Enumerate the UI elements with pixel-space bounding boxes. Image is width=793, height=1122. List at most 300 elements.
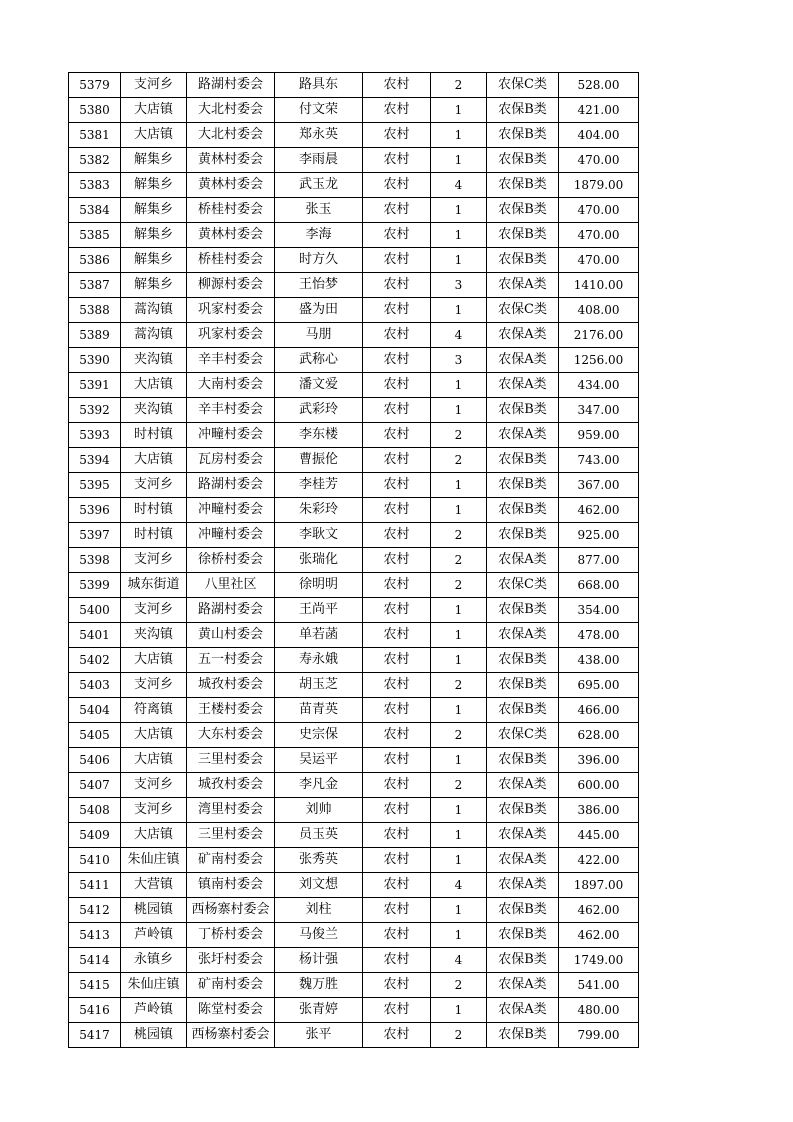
insurance-category-cell: 农保B类: [487, 898, 559, 923]
insurance-category-cell: 农保A类: [487, 348, 559, 373]
person-name-cell: 曹振伦: [275, 448, 363, 473]
table-row: [69, 498, 639, 523]
amount-cell: 347.00: [559, 398, 639, 423]
table-row: [69, 373, 639, 398]
record-number-cell: 5399: [69, 573, 121, 598]
township-cell: 大营镇: [121, 873, 187, 898]
amount-cell: 462.00: [559, 498, 639, 523]
table-row: [69, 348, 639, 373]
village-committee-cell: 王楼村委会: [187, 698, 275, 723]
area-type-cell: 农村: [363, 423, 431, 448]
area-type-cell: 农村: [363, 173, 431, 198]
person-name-cell: 刘柱: [275, 898, 363, 923]
area-type-cell: 农村: [363, 198, 431, 223]
township-cell: 符离镇: [121, 698, 187, 723]
record-number-cell: 5389: [69, 323, 121, 348]
insurance-category-cell: 农保A类: [487, 548, 559, 573]
township-cell: 大店镇: [121, 823, 187, 848]
household-count-cell: 1: [431, 848, 487, 873]
table-row: [69, 723, 639, 748]
record-number-cell: 5391: [69, 373, 121, 398]
area-type-cell: 农村: [363, 873, 431, 898]
record-number-cell: 5403: [69, 673, 121, 698]
village-committee-cell: 城孜村委会: [187, 773, 275, 798]
area-type-cell: 农村: [363, 698, 431, 723]
amount-cell: 445.00: [559, 823, 639, 848]
village-committee-cell: 三里村委会: [187, 823, 275, 848]
person-name-cell: 王尚平: [275, 598, 363, 623]
amount-cell: 480.00: [559, 998, 639, 1023]
insurance-category-cell: 农保A类: [487, 623, 559, 648]
village-committee-cell: 黄林村委会: [187, 223, 275, 248]
amount-cell: 354.00: [559, 598, 639, 623]
person-name-cell: 李海: [275, 223, 363, 248]
amount-cell: 1897.00: [559, 873, 639, 898]
amount-cell: 470.00: [559, 248, 639, 273]
person-name-cell: 路具东: [275, 73, 363, 98]
record-number-cell: 5402: [69, 648, 121, 673]
household-count-cell: 1: [431, 373, 487, 398]
household-count-cell: 1: [431, 398, 487, 423]
table-row: [69, 748, 639, 773]
record-number-cell: 5385: [69, 223, 121, 248]
area-type-cell: 农村: [363, 98, 431, 123]
record-number-cell: 5401: [69, 623, 121, 648]
insurance-category-cell: 农保B类: [487, 173, 559, 198]
record-number-cell: 5395: [69, 473, 121, 498]
amount-cell: 462.00: [559, 898, 639, 923]
township-cell: 大店镇: [121, 448, 187, 473]
village-committee-cell: 大北村委会: [187, 98, 275, 123]
table-row: [69, 523, 639, 548]
person-name-cell: 张秀英: [275, 848, 363, 873]
household-count-cell: 2: [431, 423, 487, 448]
household-count-cell: 1: [431, 223, 487, 248]
township-cell: 支河乡: [121, 798, 187, 823]
household-count-cell: 1: [431, 473, 487, 498]
household-count-cell: 2: [431, 573, 487, 598]
table-row: [69, 698, 639, 723]
household-count-cell: 2: [431, 448, 487, 473]
insurance-category-cell: 农保C类: [487, 723, 559, 748]
amount-cell: 925.00: [559, 523, 639, 548]
household-count-cell: 4: [431, 948, 487, 973]
township-cell: 大店镇: [121, 723, 187, 748]
village-committee-cell: 瓦房村委会: [187, 448, 275, 473]
area-type-cell: 农村: [363, 723, 431, 748]
record-number-cell: 5413: [69, 923, 121, 948]
area-type-cell: 农村: [363, 273, 431, 298]
township-cell: 支河乡: [121, 548, 187, 573]
insurance-category-cell: 农保A类: [487, 323, 559, 348]
area-type-cell: 农村: [363, 573, 431, 598]
table-row: [69, 148, 639, 173]
record-number-cell: 5411: [69, 873, 121, 898]
village-committee-cell: 湾里村委会: [187, 798, 275, 823]
person-name-cell: 张玉: [275, 198, 363, 223]
village-committee-cell: 辛丰村委会: [187, 348, 275, 373]
area-type-cell: 农村: [363, 123, 431, 148]
household-count-cell: 1: [431, 198, 487, 223]
person-name-cell: 时方久: [275, 248, 363, 273]
table-row: [69, 1023, 639, 1048]
table-row: [69, 648, 639, 673]
household-count-cell: 2: [431, 973, 487, 998]
area-type-cell: 农村: [363, 848, 431, 873]
village-committee-cell: 陈堂村委会: [187, 998, 275, 1023]
insurance-category-cell: 农保B类: [487, 523, 559, 548]
township-cell: 永镇乡: [121, 948, 187, 973]
table-row: [69, 448, 639, 473]
record-number-cell: 5390: [69, 348, 121, 373]
area-type-cell: 农村: [363, 548, 431, 573]
table-row: [69, 398, 639, 423]
insurance-category-cell: 农保B类: [487, 98, 559, 123]
amount-cell: 1256.00: [559, 348, 639, 373]
amount-cell: 1749.00: [559, 948, 639, 973]
township-cell: 支河乡: [121, 473, 187, 498]
household-count-cell: 1: [431, 798, 487, 823]
village-committee-cell: 黄山村委会: [187, 623, 275, 648]
amount-cell: 1879.00: [559, 173, 639, 198]
household-count-cell: 1: [431, 898, 487, 923]
village-committee-cell: 西杨寨村委会: [187, 898, 275, 923]
area-type-cell: 农村: [363, 473, 431, 498]
township-cell: 解集乡: [121, 273, 187, 298]
insurance-category-cell: 农保B类: [487, 248, 559, 273]
person-name-cell: 史宗保: [275, 723, 363, 748]
township-cell: 大店镇: [121, 373, 187, 398]
table-row: [69, 73, 639, 98]
person-name-cell: 刘文想: [275, 873, 363, 898]
township-cell: 时村镇: [121, 423, 187, 448]
record-number-cell: 5384: [69, 198, 121, 223]
insurance-category-cell: 农保C类: [487, 573, 559, 598]
table-row: [69, 423, 639, 448]
table-row: [69, 123, 639, 148]
record-number-cell: 5386: [69, 248, 121, 273]
insurance-category-cell: 农保B类: [487, 148, 559, 173]
insurance-category-cell: 农保B类: [487, 648, 559, 673]
amount-cell: 367.00: [559, 473, 639, 498]
township-cell: 夹沟镇: [121, 398, 187, 423]
township-cell: 朱仙庄镇: [121, 848, 187, 873]
area-type-cell: 农村: [363, 348, 431, 373]
amount-cell: 434.00: [559, 373, 639, 398]
person-name-cell: 李凡金: [275, 773, 363, 798]
household-count-cell: 1: [431, 923, 487, 948]
area-type-cell: 农村: [363, 448, 431, 473]
insurance-category-cell: 农保A类: [487, 998, 559, 1023]
record-number-cell: 5404: [69, 698, 121, 723]
person-name-cell: 盛为田: [275, 298, 363, 323]
table-row: [69, 823, 639, 848]
household-count-cell: 1: [431, 248, 487, 273]
insurance-category-cell: 农保B类: [487, 398, 559, 423]
record-number-cell: 5417: [69, 1023, 121, 1048]
area-type-cell: 农村: [363, 973, 431, 998]
person-name-cell: 武彩玲: [275, 398, 363, 423]
record-number-cell: 5407: [69, 773, 121, 798]
village-committee-cell: 城孜村委会: [187, 673, 275, 698]
record-number-cell: 5409: [69, 823, 121, 848]
amount-cell: 528.00: [559, 73, 639, 98]
village-committee-cell: 西杨寨村委会: [187, 1023, 275, 1048]
township-cell: 芦岭镇: [121, 998, 187, 1023]
insurance-category-cell: 农保A类: [487, 273, 559, 298]
amount-cell: 600.00: [559, 773, 639, 798]
township-cell: 蒿沟镇: [121, 323, 187, 348]
household-count-cell: 2: [431, 673, 487, 698]
township-cell: 大店镇: [121, 748, 187, 773]
table-row: [69, 173, 639, 198]
person-name-cell: 马朋: [275, 323, 363, 348]
village-committee-cell: 三里村委会: [187, 748, 275, 773]
amount-cell: 438.00: [559, 648, 639, 673]
person-name-cell: 徐明明: [275, 573, 363, 598]
village-committee-cell: 冲疃村委会: [187, 423, 275, 448]
township-cell: 大店镇: [121, 123, 187, 148]
person-name-cell: 武称心: [275, 348, 363, 373]
insurance-category-cell: 农保B类: [487, 923, 559, 948]
insurance-category-cell: 农保B类: [487, 748, 559, 773]
insurance-category-cell: 农保A类: [487, 873, 559, 898]
amount-cell: 422.00: [559, 848, 639, 873]
household-count-cell: 1: [431, 123, 487, 148]
amount-cell: 877.00: [559, 548, 639, 573]
insurance-category-cell: 农保A类: [487, 848, 559, 873]
table-row: [69, 98, 639, 123]
village-committee-cell: 大南村委会: [187, 373, 275, 398]
person-name-cell: 吴运平: [275, 748, 363, 773]
person-name-cell: 李雨晨: [275, 148, 363, 173]
insurance-category-cell: 农保B类: [487, 498, 559, 523]
household-count-cell: 2: [431, 548, 487, 573]
person-name-cell: 单若菡: [275, 623, 363, 648]
record-number-cell: 5379: [69, 73, 121, 98]
area-type-cell: 农村: [363, 323, 431, 348]
person-name-cell: 李东楼: [275, 423, 363, 448]
person-name-cell: 杨计强: [275, 948, 363, 973]
insurance-category-cell: 农保B类: [487, 473, 559, 498]
amount-cell: 466.00: [559, 698, 639, 723]
insurance-category-cell: 农保A类: [487, 423, 559, 448]
township-cell: 解集乡: [121, 173, 187, 198]
person-name-cell: 魏万胜: [275, 973, 363, 998]
area-type-cell: 农村: [363, 748, 431, 773]
township-cell: 解集乡: [121, 198, 187, 223]
village-committee-cell: 矿南村委会: [187, 848, 275, 873]
table-row: [69, 573, 639, 598]
record-number-cell: 5412: [69, 898, 121, 923]
person-name-cell: 员玉英: [275, 823, 363, 848]
household-count-cell: 2: [431, 73, 487, 98]
township-cell: 桃园镇: [121, 1023, 187, 1048]
township-cell: 解集乡: [121, 148, 187, 173]
household-count-cell: 3: [431, 348, 487, 373]
township-cell: 支河乡: [121, 73, 187, 98]
record-number-cell: 5387: [69, 273, 121, 298]
insurance-category-cell: 农保A类: [487, 773, 559, 798]
person-name-cell: 张青婷: [275, 998, 363, 1023]
township-cell: 解集乡: [121, 248, 187, 273]
household-count-cell: 2: [431, 773, 487, 798]
township-cell: 芦岭镇: [121, 923, 187, 948]
insurance-category-cell: 农保B类: [487, 1023, 559, 1048]
household-count-cell: 3: [431, 273, 487, 298]
person-name-cell: 郑永英: [275, 123, 363, 148]
insurance-category-cell: 农保B类: [487, 598, 559, 623]
area-type-cell: 农村: [363, 998, 431, 1023]
village-committee-cell: 八里社区: [187, 573, 275, 598]
village-committee-cell: 矿南村委会: [187, 973, 275, 998]
record-number-cell: 5410: [69, 848, 121, 873]
township-cell: 支河乡: [121, 673, 187, 698]
amount-cell: 799.00: [559, 1023, 639, 1048]
township-cell: 夹沟镇: [121, 348, 187, 373]
record-number-cell: 5397: [69, 523, 121, 548]
household-count-cell: 2: [431, 1023, 487, 1048]
township-cell: 时村镇: [121, 498, 187, 523]
table-row: [69, 223, 639, 248]
table-row: [69, 998, 639, 1023]
amount-cell: 695.00: [559, 673, 639, 698]
table-row: [69, 273, 639, 298]
amount-cell: 541.00: [559, 973, 639, 998]
amount-cell: 628.00: [559, 723, 639, 748]
person-name-cell: 苗青英: [275, 698, 363, 723]
township-cell: 朱仙庄镇: [121, 973, 187, 998]
record-number-cell: 5383: [69, 173, 121, 198]
insurance-category-cell: 农保B类: [487, 448, 559, 473]
person-name-cell: 王怡梦: [275, 273, 363, 298]
household-count-cell: 1: [431, 748, 487, 773]
village-committee-cell: 冲疃村委会: [187, 523, 275, 548]
insurance-category-cell: 农保B类: [487, 698, 559, 723]
table-row: [69, 948, 639, 973]
amount-cell: 668.00: [559, 573, 639, 598]
household-count-cell: 1: [431, 498, 487, 523]
table-row: [69, 773, 639, 798]
person-name-cell: 李耿文: [275, 523, 363, 548]
record-number-cell: 5382: [69, 148, 121, 173]
person-name-cell: 刘帅: [275, 798, 363, 823]
township-cell: 支河乡: [121, 598, 187, 623]
table-row: [69, 323, 639, 348]
village-committee-cell: 黄林村委会: [187, 173, 275, 198]
record-number-cell: 5388: [69, 298, 121, 323]
record-number-cell: 5405: [69, 723, 121, 748]
amount-cell: 408.00: [559, 298, 639, 323]
table-row: [69, 248, 639, 273]
household-count-cell: 1: [431, 148, 487, 173]
township-cell: 大店镇: [121, 648, 187, 673]
record-number-cell: 5393: [69, 423, 121, 448]
area-type-cell: 农村: [363, 773, 431, 798]
record-number-cell: 5380: [69, 98, 121, 123]
insurance-category-cell: 农保B类: [487, 673, 559, 698]
insurance-category-cell: 农保B类: [487, 198, 559, 223]
amount-cell: 470.00: [559, 148, 639, 173]
record-number-cell: 5400: [69, 598, 121, 623]
area-type-cell: 农村: [363, 648, 431, 673]
area-type-cell: 农村: [363, 798, 431, 823]
village-committee-cell: 张圩村委会: [187, 948, 275, 973]
household-count-cell: 2: [431, 523, 487, 548]
village-committee-cell: 桥桂村委会: [187, 248, 275, 273]
table-row: [69, 898, 639, 923]
person-name-cell: 张瑞化: [275, 548, 363, 573]
village-committee-cell: 桥桂村委会: [187, 198, 275, 223]
area-type-cell: 农村: [363, 248, 431, 273]
village-committee-cell: 路湖村委会: [187, 473, 275, 498]
household-count-cell: 4: [431, 873, 487, 898]
table-row: [69, 873, 639, 898]
table-row: [69, 598, 639, 623]
table-row: [69, 298, 639, 323]
township-cell: 支河乡: [121, 773, 187, 798]
area-type-cell: 农村: [363, 73, 431, 98]
insurance-category-cell: 农保A类: [487, 823, 559, 848]
amount-cell: 2176.00: [559, 323, 639, 348]
person-name-cell: 潘文爱: [275, 373, 363, 398]
table-row: [69, 473, 639, 498]
insurance-category-cell: 农保B类: [487, 948, 559, 973]
village-committee-cell: 大东村委会: [187, 723, 275, 748]
village-committee-cell: 冲疃村委会: [187, 498, 275, 523]
amount-cell: 470.00: [559, 223, 639, 248]
village-committee-cell: 柳源村委会: [187, 273, 275, 298]
record-number-cell: 5396: [69, 498, 121, 523]
table-row: [69, 923, 639, 948]
table-body: [69, 73, 639, 1048]
household-count-cell: 1: [431, 998, 487, 1023]
person-name-cell: 张平: [275, 1023, 363, 1048]
amount-cell: 478.00: [559, 623, 639, 648]
insurance-category-cell: 农保B类: [487, 223, 559, 248]
amount-cell: 421.00: [559, 98, 639, 123]
village-committee-cell: 黄林村委会: [187, 148, 275, 173]
amount-cell: 386.00: [559, 798, 639, 823]
records-table: [68, 72, 639, 1048]
person-name-cell: 寿永娥: [275, 648, 363, 673]
area-type-cell: 农村: [363, 823, 431, 848]
person-name-cell: 付文荣: [275, 98, 363, 123]
record-number-cell: 5406: [69, 748, 121, 773]
household-count-cell: 1: [431, 298, 487, 323]
record-number-cell: 5394: [69, 448, 121, 473]
table-row: [69, 198, 639, 223]
township-cell: 解集乡: [121, 223, 187, 248]
village-committee-cell: 路湖村委会: [187, 73, 275, 98]
area-type-cell: 农村: [363, 1023, 431, 1048]
person-name-cell: 马俊兰: [275, 923, 363, 948]
record-number-cell: 5398: [69, 548, 121, 573]
area-type-cell: 农村: [363, 373, 431, 398]
area-type-cell: 农村: [363, 148, 431, 173]
record-number-cell: 5414: [69, 948, 121, 973]
record-number-cell: 5415: [69, 973, 121, 998]
household-count-cell: 1: [431, 698, 487, 723]
amount-cell: 1410.00: [559, 273, 639, 298]
table-row: [69, 673, 639, 698]
record-number-cell: 5408: [69, 798, 121, 823]
amount-cell: 396.00: [559, 748, 639, 773]
insurance-category-cell: 农保C类: [487, 298, 559, 323]
amount-cell: 470.00: [559, 198, 639, 223]
township-cell: 大店镇: [121, 98, 187, 123]
household-count-cell: 1: [431, 623, 487, 648]
